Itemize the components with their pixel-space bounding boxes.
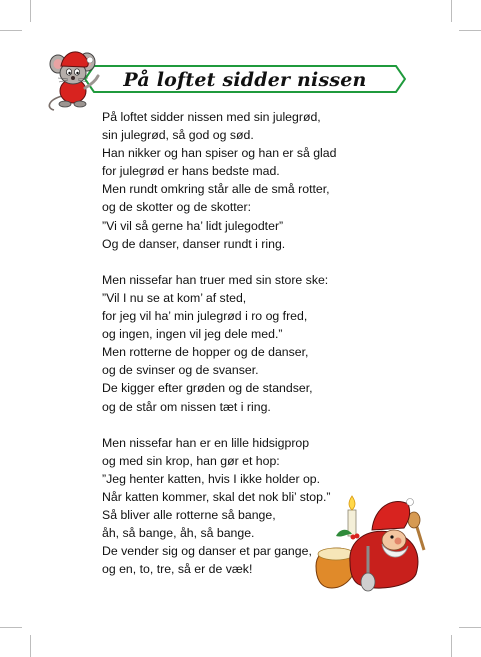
crop-mark bbox=[451, 635, 452, 657]
poem-line: for jeg vil ha’ min julegrød i ro og fred, bbox=[102, 309, 308, 324]
page-title: På loftet sidder nissen bbox=[123, 69, 367, 91]
poem-line: og med sin krop, han gør et hop: bbox=[102, 453, 280, 468]
poem-line: ”Vil I nu se at kom’ af sted, bbox=[102, 290, 247, 305]
poem-line: Når katten kommer, skal det nok bli’ stop.” bbox=[102, 489, 331, 504]
crop-mark bbox=[30, 0, 31, 22]
poem-line: Men rundt omkring står alle de små rotter, bbox=[102, 182, 330, 197]
poem-line: ”Jeg henter katten, hvis I ikke holder op. bbox=[102, 471, 321, 486]
poem-line: Men nissefar han truer med sin store ske: bbox=[102, 272, 329, 287]
stanza bbox=[102, 108, 362, 253]
crop-mark bbox=[459, 30, 481, 31]
crop-mark bbox=[451, 0, 452, 22]
poem-line: På loftet sidder nissen med sin julegrød, bbox=[102, 110, 321, 124]
poem-line: Men rotterne de hopper og de danser, bbox=[102, 345, 309, 360]
nisse-icon bbox=[312, 488, 436, 596]
poem-line: Og de danser, danser rundt i ring. bbox=[102, 236, 286, 251]
crop-mark bbox=[30, 635, 31, 657]
poem-line: Men nissefar han er en lille hidsigprop bbox=[102, 435, 310, 450]
poem-line: og de skotter og de skotter: bbox=[102, 200, 252, 215]
crop-mark bbox=[0, 627, 22, 628]
crop-mark bbox=[459, 627, 481, 628]
poem-line: sin julegrød, så god og sød. bbox=[102, 128, 254, 143]
mouse-icon bbox=[40, 40, 106, 112]
title-banner bbox=[84, 65, 406, 93]
poem-line: og en, to, tre, så er de væk! bbox=[102, 562, 253, 577]
poem-line: og de svinser og de svanser. bbox=[102, 363, 259, 378]
poem-line: og de står om nissen tæt i ring. bbox=[102, 399, 271, 414]
poem-line: og ingen, ingen vil jeg dele med.” bbox=[102, 327, 283, 342]
stanza bbox=[102, 271, 362, 416]
crop-mark bbox=[0, 30, 22, 31]
poem-line: De vender sig og danser et par gange, bbox=[102, 544, 312, 559]
poem-line: Han nikker og han spiser og han er så glad bbox=[102, 146, 337, 161]
poem-line: åh, så bange, åh, så bange. bbox=[102, 526, 255, 541]
poem-line: for julegrød er hans bedste mad. bbox=[102, 164, 280, 179]
poem-line: ”Vi vil så gerne ha’ lidt julegodter” bbox=[102, 218, 284, 233]
poem-line: De kigger efter grøden og de standser, bbox=[102, 381, 313, 396]
poem-line: Så bliver alle rotterne så bange, bbox=[102, 508, 276, 523]
